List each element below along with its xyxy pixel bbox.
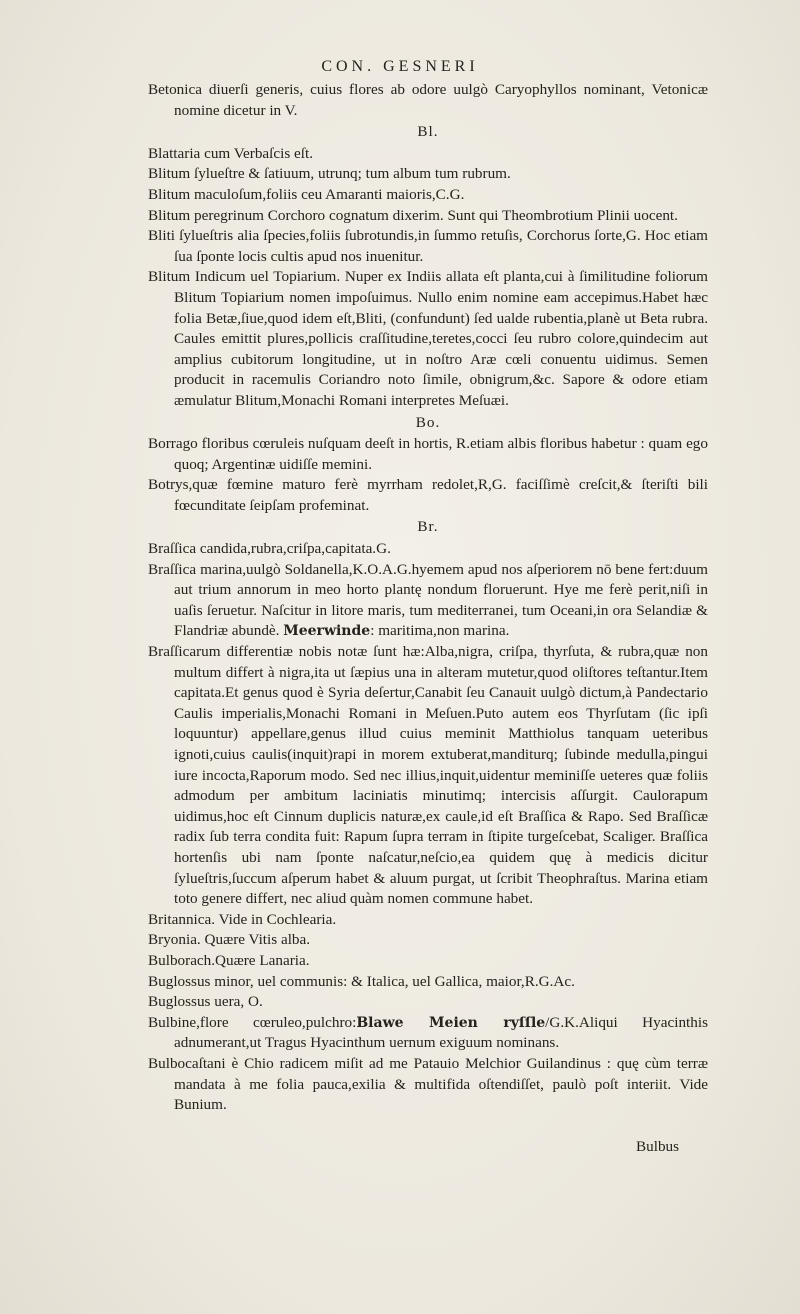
- entry-paragraph: Blattaria cum Verbaſcis eſt.: [148, 144, 314, 162]
- running-head: CON. GESNERI: [321, 58, 479, 75]
- section-heading: Br.: [417, 518, 439, 536]
- entry-paragraph: Buglossus minor, uel communis: & Italica, uel Gallica, maior,R.G.Ac.: [148, 972, 575, 990]
- entry-paragraph: [148, 1013, 708, 1054]
- vernacular-name: Blawe Meien ryſſle: [356, 1014, 546, 1031]
- entry-paragraph: Braſſica candida,rubra,criſpa,capitata.G.: [148, 540, 391, 558]
- entry-paragraph: Britannica. Vide in Cochlearia.: [148, 910, 337, 928]
- entry-text: Bulbine,flore cœruleo,pulchro:: [148, 1013, 357, 1031]
- entry-paragraph: Bulbocaſtani è Chio radicem miſit ad me Patauio Melchior Guilandinus : quę cùm terræ mandata à me folia pauca,exilia & multifida oſtendiſſet, paulò poſt interiit. Vide Bunium.: [148, 1054, 708, 1114]
- vernacular-name: Meerwinde: [283, 623, 371, 640]
- entry-paragraph: Braſſicarum differentiæ nobis notæ ſunt hæ:Alba,nigra, criſpa, thyrſuta, & rubra,quæ non multum differt à nigra,ita ut ſæpius una in alteram mutetur,quod oliſtores teſtantur.Item capitata.Et genus quod è Syria deſertur,Canabit ſeu Canauit uulgò dictum,à Pandectario Caulis imperialis,Monachi Romani in Meſuen.Puto autem eos Thyrſutam (ſic ipſi loquuntur) appellare,genus illud cuius meminit Matthiolus tanquam ueteribus ignoti,cuius caulis(inquit)rapi in morem extuberat,manditurq; ſubinde medulla,pingui iure incocta,Raporum modo. Sed nec illius,inquit,uidentur meminiſſe ueteres quæ foliis admodum per ambitum laciniatis minutimq; intercisis aſſurgit. Caulorapum uidimus,hoc eſt Cinnum duplicis naturæ,ex caule,id eſt Braſſica & Rapo. Sed Braſſicæ radix ſub terra condita fuit: Rapum ſupra terram in ſtipite turgeſcebat, Scaliger. Braſſica hortenſis ubi nam ſponte naſcatur,neſcio,ea quidem quę à medicis dicitur ſylueſtris,ſuccum aſperum habet & aluum purgat, ut ſcribit Theophraſtus. Marina etiam toto genere differt, nec aliud quàm nomen commune habet.: [148, 643, 708, 908]
- entry-paragraph: Buglossus uera, O.: [148, 993, 263, 1011]
- entry-paragraph: Bliti ſylueſtris alia ſpecies,foliis ſubrotundis,in ſummo retuſis, Corchorus ſorte,G. Hoc etiam ſua ſponte locis cultis apud nos inuenitur.: [148, 227, 708, 265]
- entry-paragraph: Borrago floribus cœruleis nuſquam deeſt in hortis, R.etiam albis floribus habetur : quam ego quoq; Argentinæ uidiſſe memini.: [148, 435, 708, 473]
- section-heading: Bl.: [417, 123, 439, 141]
- entry-paragraph: Blitum maculoſum,foliis ceu Amaranti maioris,C.G.: [148, 185, 465, 203]
- entry-paragraph: Bulborach.Quære Lanaria.: [148, 951, 310, 969]
- entry-text: : maritima,non marina.: [370, 622, 510, 640]
- entry-paragraph: Blitum Indicum uel Topiarium. Nuper ex Indiis allata eſt planta,cui à ſimilitudine foliorum Blitum Topiarium nomen impoſuimus. Nullo enim nomine eam accepimus.Habet hæc folia Betæ,ſiue,quod idem eſt,Bliti, (confundunt) ſed ualde rubentia,planè ut Beta rubra. Caules emittit plures,pollicis craſſitudine,teretes,cocci ſeu rubro colore,quindecim aut amplius cubitorum longitudine, ut in noſtro Aræ cœli conuentu uidimus. Semen producit in racemulis Coriandro noto ſimile, obnigrum,&c. Sapore & odore etiam æmulatur Blitum,Monachi Romani interpretes Meſuæi.: [148, 268, 708, 409]
- section-heading: Bo.: [415, 413, 441, 431]
- entry-paragraph: Blitum ſylueſtre & ſatiuum, utrunq; tum album tum rubrum.: [148, 165, 511, 183]
- entry-paragraph: Botrys,quæ fœmine maturo ferè myrrham redolet,R,G. faciſſimè creſcit,& ſteriſti bili fœcunditate ſeipſam profeminat.: [148, 476, 708, 514]
- entry-text: Braſſica marina,uulgò Soldanella,K.O.A.G.hyemem apud nos aſperiorem nō bene fert:duum aut trium annorum in meo horto plantę nondum floruerunt. Hye me ferè perit,niſi in uaſis ſeruetur. Naſcitur in litore maris, tum mediterranei, tum Oceani,in ora Selandiæ & Flandriæ abundè.: [148, 560, 708, 640]
- entry-paragraph: Betonica diuerſi generis, cuius flores ab odore uulgò Caryophyllos nominant, Vetonicæ nomine dicetur in V.: [148, 81, 708, 119]
- entry-paragraph: [148, 560, 708, 642]
- catchword: Bulbus: [636, 1138, 680, 1155]
- page-text: [148, 80, 708, 1116]
- entry-text: /G.K.Aliqui Hyacinthis adnumerant,ut Tragus Hyacinthum uernum exiguum nominans.: [174, 1013, 708, 1052]
- entry-paragraph: Blitum peregrinum Corchoro cognatum dixerim. Sunt qui Theombrotium Plinii uocent.: [148, 206, 678, 224]
- entry-paragraph: Bryonia. Quære Vitis alba.: [148, 931, 311, 949]
